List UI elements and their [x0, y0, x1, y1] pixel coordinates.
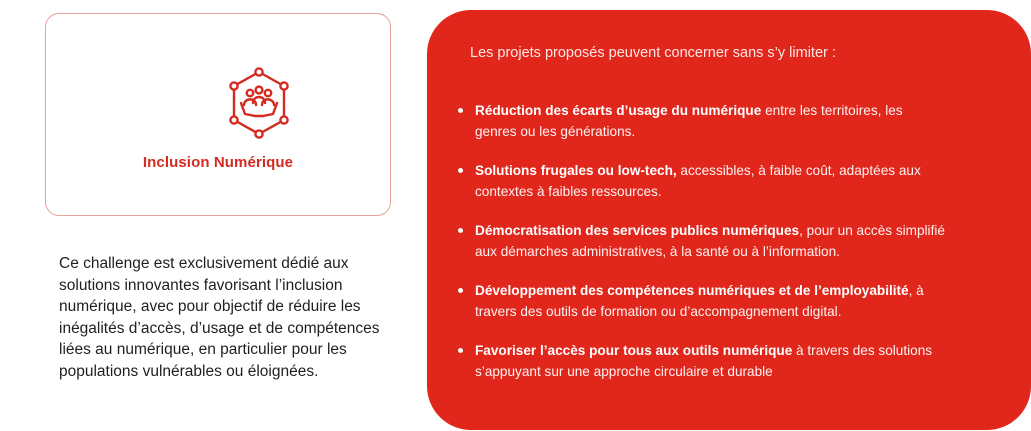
project-item-text: , pour un accès simplifié aux démarches administratives, à la santé ou à l’information. — [475, 223, 945, 259]
projects-list — [427, 100, 945, 400]
projects-intro: Les projets proposés peuvent concerner sans s’y limiter : — [470, 45, 836, 61]
project-item-bold: Démocratisation des services publics numériques — [475, 223, 800, 238]
project-item-bold: Réduction des écarts d’usage du numérique — [475, 103, 762, 118]
project-item — [427, 280, 945, 322]
project-item — [427, 100, 945, 142]
project-item — [427, 160, 945, 202]
project-item-bold: Solutions frugales ou low-tech, — [475, 163, 677, 178]
project-item-bold: Favoriser l’accès pour tous aux outils numérique — [475, 343, 793, 358]
project-item-text: accessibles, à faible coût, adaptées aux contextes à faibles ressources. — [475, 163, 921, 199]
project-item — [427, 220, 945, 262]
community-network-icon — [226, 67, 292, 139]
category-card — [45, 13, 391, 216]
project-item-text: entre les territoires, les genres ou les générations. — [475, 103, 903, 139]
intro-paragraph: Ce challenge est exclusivement dédié aux solutions innovantes favorisant l’inclusion numérique, avec pour objectif de réduire les inégalités d’accès, d’usage et de compétences liées au numérique, en particulier pour les populations vulnérables ou éloignées. — [59, 255, 380, 380]
category-title: Inclusion Numérique — [142, 154, 294, 171]
project-item-text: , à travers des outils de formation ou d’accompagnement digital. — [475, 283, 924, 319]
projects-panel — [427, 10, 1031, 430]
project-item-bold: Développement des compétences numériques et de l’employabilité — [475, 283, 909, 298]
project-item — [427, 340, 945, 382]
project-item-text: à travers des solutions s’appuyant sur une approche circulaire et durable — [475, 343, 933, 379]
